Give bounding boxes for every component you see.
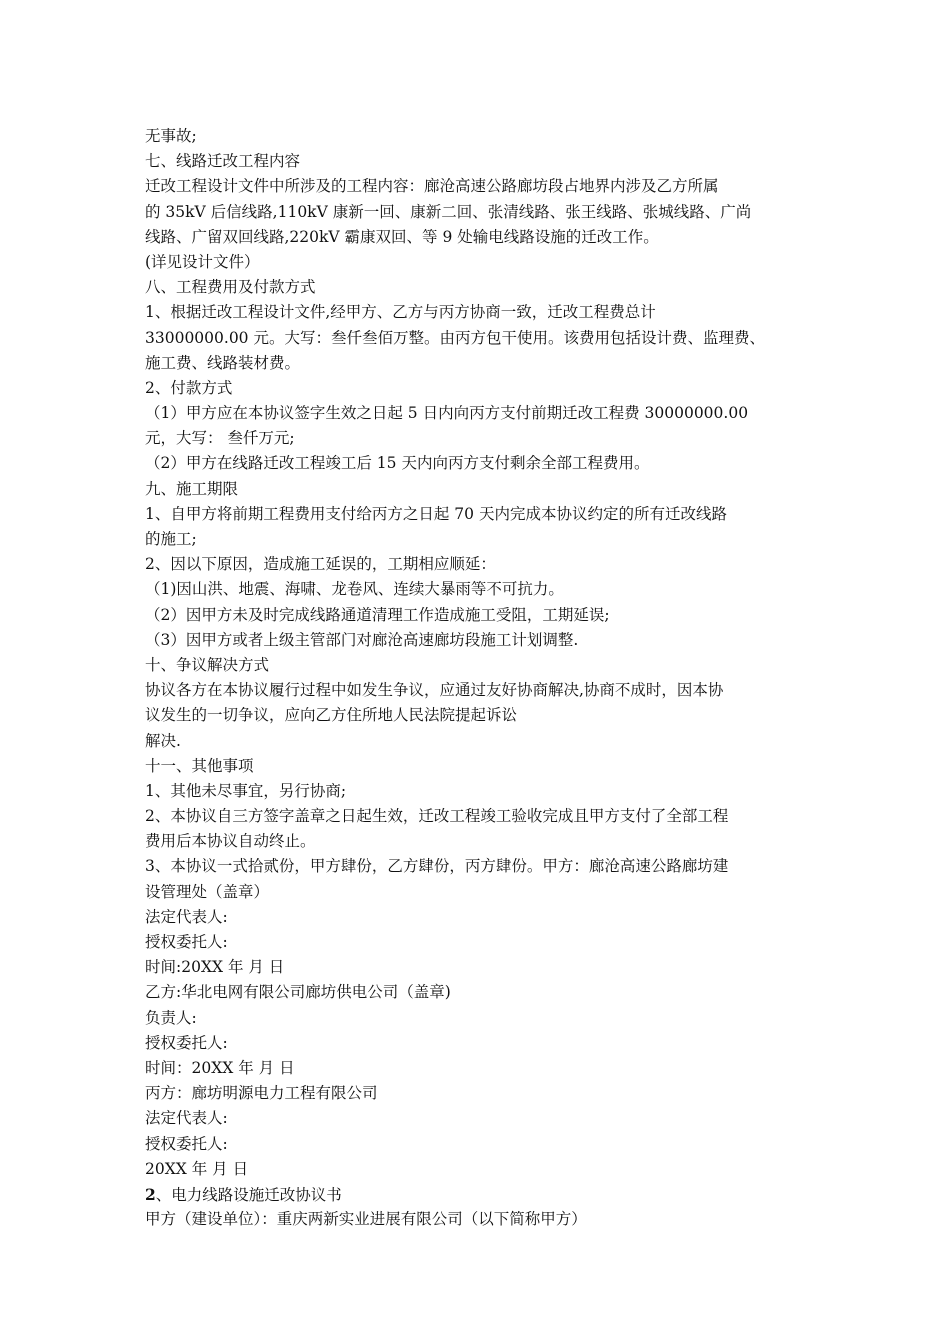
party-a-line: 甲方（建设单位）：重庆两新实业进展有限公司（以下简称甲方） — [145, 1210, 587, 1229]
document-body — [145, 124, 835, 1182]
text-line: 丙方：廊坊明源电力工程有限公司 — [145, 1084, 378, 1103]
text-line: 授权委托人: — [145, 1033, 228, 1052]
text-line: 3、本协议一式拾贰份，甲方肆份，乙方肆份，丙方肆份。甲方：廊沧高速公路廊坊建 — [145, 857, 729, 876]
text-line: （1）甲方应在本协议签字生效之日起 5 日内向丙方支付前期迁改工程费 30000000.00 — [145, 404, 749, 423]
text-line: 十、争议解决方式 — [145, 655, 270, 674]
text-line: 授权委托人: — [145, 933, 228, 951]
section-number: 2 — [145, 1184, 156, 1204]
text-line: 七、线路迁改工程内容 — [145, 152, 301, 171]
text-line: 33000000.00 元。大写：叁仟叁佰万整。由丙方包干使用。该费用包括设计费、监理费、 — [145, 328, 765, 347]
document-page — [145, 124, 835, 1232]
text-line: 九、施工期限 — [145, 479, 239, 498]
text-line: 协议各方在本协议履行过程中如发生争议，应通过友好协商解决,协商不成时，因本协 — [145, 681, 724, 700]
text-line: 时间：20XX 年 月 日 — [145, 1058, 295, 1077]
text-line: （2）甲方在线路迁改工程竣工后 15 天内向丙方支付剩余全部工程费用。 — [145, 454, 650, 473]
text-line: 负责人: — [145, 1008, 197, 1027]
text-line: 设管理处（盖章） — [145, 882, 270, 901]
text-line: 1、根据迁改工程设计文件,经甲方、乙方与丙方协商一致，迁改工程费总计 — [145, 303, 656, 322]
text-line: （1)因山洪、地震、海啸、龙卷风、连续大暴雨等不可抗力。 — [145, 580, 564, 599]
text-line: 无事故; — [145, 127, 197, 145]
text-line: 线路、广留双回线路,220kV 霸康双回、等 9 处输电线路设施的迁改工作。 — [145, 227, 659, 246]
text-line: (详见设计文件） — [145, 252, 260, 271]
text-line: 2、因以下原因，造成施工延误的，工期相应顺延： — [145, 555, 496, 574]
text-line: 20XX 年 月 日 — [145, 1159, 249, 1178]
section-title: 、电力线路设施迁改协议书 — [155, 1185, 342, 1204]
text-line: 元，大写： 叁仟万元; — [145, 429, 295, 448]
text-line: 时间:20XX 年 月 日 — [145, 958, 285, 977]
text-line: 施工费、线路装材费。 — [145, 353, 301, 372]
text-line: 2、付款方式 — [145, 378, 233, 397]
text-line: 2、本协议自三方签字盖章之日起生效，迁改工程竣工验收完成且甲方支付了全部工程 — [145, 807, 729, 826]
text-line: 八、工程费用及付款方式 — [145, 278, 316, 297]
section-heading — [145, 1182, 835, 1207]
text-line: 费用后本协议自动终止。 — [145, 832, 316, 851]
text-line: 解决. — [145, 731, 181, 750]
text-line: 迁改工程设计文件中所涉及的工程内容：廊沧高速公路廊坊段占地界内涉及乙方所属 — [145, 177, 719, 196]
text-line: 1、其他未尽事宜，另行协商; — [145, 781, 347, 800]
text-line: 授权委托人: — [145, 1134, 228, 1153]
text-line: 法定代表人: — [145, 1109, 228, 1128]
text-line: 的施工; — [145, 530, 197, 548]
text-line: 议发生的一切争议，应向乙方住所地人民法院提起诉讼 — [145, 706, 518, 725]
text-line: 的 35kV 后信线路,110kV 康新一回、康新二回、张清线路、张王线路、张城线路、广尚 — [145, 202, 752, 221]
text-line: 1、自甲方将前期工程费用支付给丙方之日起 70 天内完成本协议约定的所有迁改线路 — [145, 504, 727, 523]
text-line: （3）因甲方或者上级主管部门对廊沧高速廊坊段施工计划调整. — [145, 630, 579, 649]
text-line: 乙方:华北电网有限公司廊坊供电公司（盖章) — [145, 983, 451, 1002]
text-line: （2）因甲方未及时完成线路通道清理工作造成施工受阻，工期延误; — [145, 605, 610, 624]
text-line: 十一、其他事项 — [145, 756, 254, 775]
text-line: 法定代表人: — [145, 907, 228, 926]
